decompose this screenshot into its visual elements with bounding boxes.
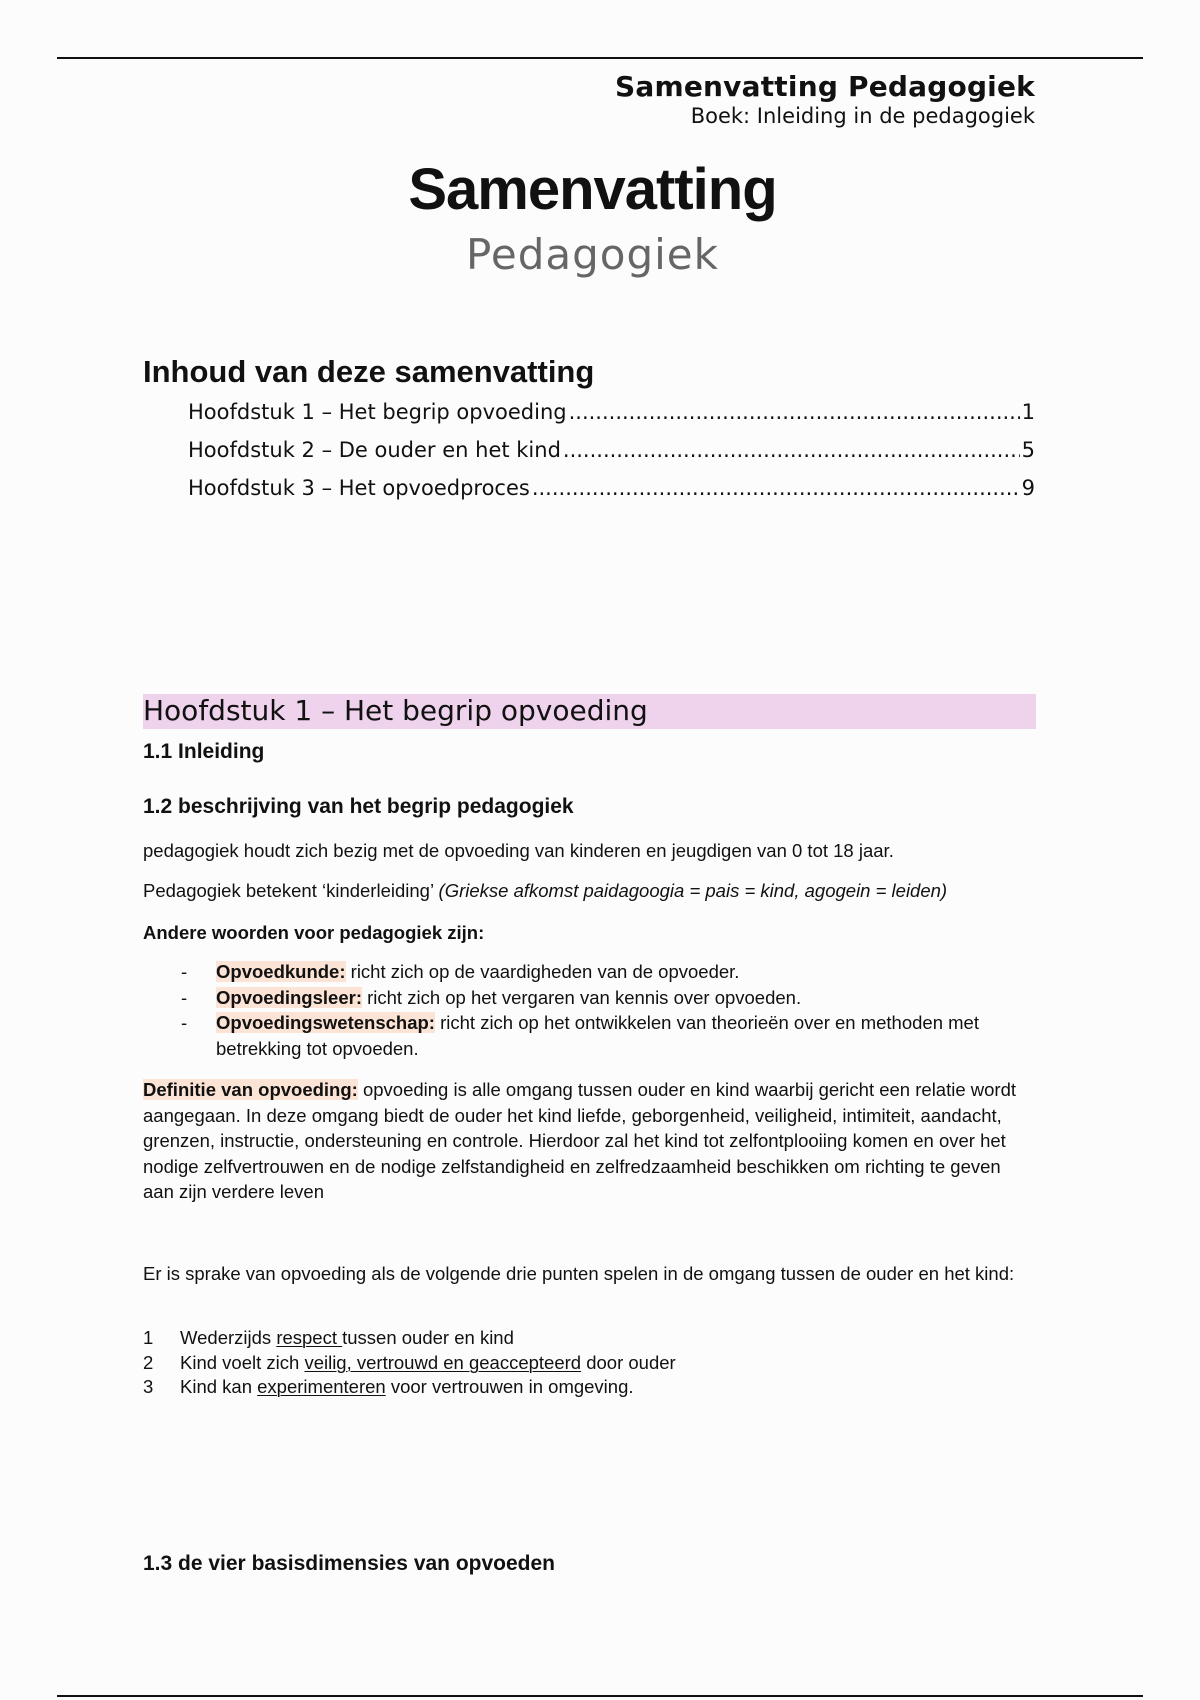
list-item [143,1010,1036,1061]
list-item [143,985,1036,1011]
list-item [143,1375,1036,1400]
document-title: Samenvatting [408,157,777,222]
toc-entry-label: Hoofdstuk 3 – Het opvoedproces [188,476,530,500]
list-number: 1 [143,1327,154,1348]
paragraph [143,878,1036,904]
toc-entry-page: 9 [1021,476,1035,500]
toc-entry[interactable] [188,476,1035,514]
list-item-text: richt zich op de vaardigheden van de opvoeder. [345,961,740,982]
term-highlight: Opvoedkunde: [216,961,346,982]
section-heading-1-3: 1.3 de vier basisdimensies van opvoeden [143,1552,556,1575]
toc-leader [532,476,1020,500]
list-item [143,959,1036,985]
toc-entry[interactable] [188,438,1035,476]
list-item [143,1326,1036,1351]
list-number: 3 [143,1376,154,1397]
toc-entry[interactable] [188,400,1035,438]
table-of-contents [188,400,1035,514]
toc-entry-label: Hoofdstuk 1 – Het begrip opvoeding [188,400,567,424]
list-item-text: tussen ouder en kind [342,1327,514,1348]
toc-entry-page: 5 [1021,438,1035,462]
list-item-text: richt zich op het ontwikkelen van theorieën over en methoden met betrekking tot opvoeden. [216,1012,979,1059]
paragraph-text: Pedagogiek betekent ‘kinderleiding’ [143,880,439,901]
list-bullet: - [181,961,188,982]
list-item-text: door ouder [581,1351,676,1373]
definition-paragraph [143,1077,1036,1205]
list-bullet: - [181,1012,188,1033]
running-header-title: Samenvatting Pedagogiek [615,70,1035,103]
list-number: 2 [143,1351,154,1373]
underlined-term: experimenteren [257,1376,386,1397]
list-item-text: Kind voelt zich [180,1351,305,1373]
bottom-rule [57,1695,1143,1697]
toc-leader [569,400,1020,424]
toc-entry-page: 1 [1021,400,1035,424]
list-item-text: Wederzijds [180,1327,277,1348]
dash-list [143,959,1036,1061]
paragraph: pedagogiek houdt zich bezig met de opvoeding van kinderen en jeugdigen van 0 tot 18 jaar. [143,840,894,861]
term-highlight: Opvoedingsleer: [216,986,362,1008]
section-heading-1-2: 1.2 beschrijving van het begrip pedagogiek [143,795,574,818]
list-item-text: richt zich op het vergaren van kennis over opvoeden. [361,986,802,1008]
definition-text: opvoeding is alle omgang tussen ouder en kind waarbij gericht een relatie wordt aangegaan. In deze omgang biedt de ouder het kind liefde, geborgenheid, veiligheid, intimiteit, aandacht, grenzen, instructie, ondersteuning en controle. Hierdoor zal het kind tot zelfontplooiing komen en over het nodige zelfvertrouwen en de nodige zelfstandigheid en zelfredzaamheid beschikken om richting te geven aan zijn verdere leven [143,1079,1017,1202]
list-item [143,1351,1036,1376]
list-item-text: voor vertrouwen in omgeving. [385,1376,634,1397]
definition-term: Definitie van opvoeding: [143,1079,358,1100]
list-bullet: - [181,986,188,1008]
numbered-list [143,1326,1036,1400]
toc-heading: Inhoud van deze samenvatting [143,354,595,389]
document-subtitle: Pedagogiek [466,230,719,279]
term-highlight: Opvoedingswetenschap: [216,1012,435,1033]
paragraph: Er is sprake van opvoeding als de volgende drie punten spelen in de omgang tussen de ouder en het kind: [143,1263,1015,1284]
list-item-text: Kind kan [180,1376,258,1397]
underlined-term: veilig, vertrouwd en geaccepteerd [304,1351,582,1373]
toc-leader [563,438,1020,462]
subheading: Andere woorden voor pedagogiek zijn: [143,922,485,943]
chapter-heading: Hoofdstuk 1 – Het begrip opvoeding [143,694,1036,729]
toc-entry-label: Hoofdstuk 2 – De ouder en het kind [188,438,561,462]
running-header-subtitle: Boek: Inleiding in de pedagogiek [690,104,1035,128]
top-rule [57,57,1143,59]
running-header [615,70,1035,128]
underlined-term: respect [276,1327,343,1348]
section-heading-1-1: 1.1 Inleiding [143,740,265,763]
paragraph-italic: (Griekse afkomst paidagoogia = pais = kind, agogein = leiden) [438,880,948,901]
